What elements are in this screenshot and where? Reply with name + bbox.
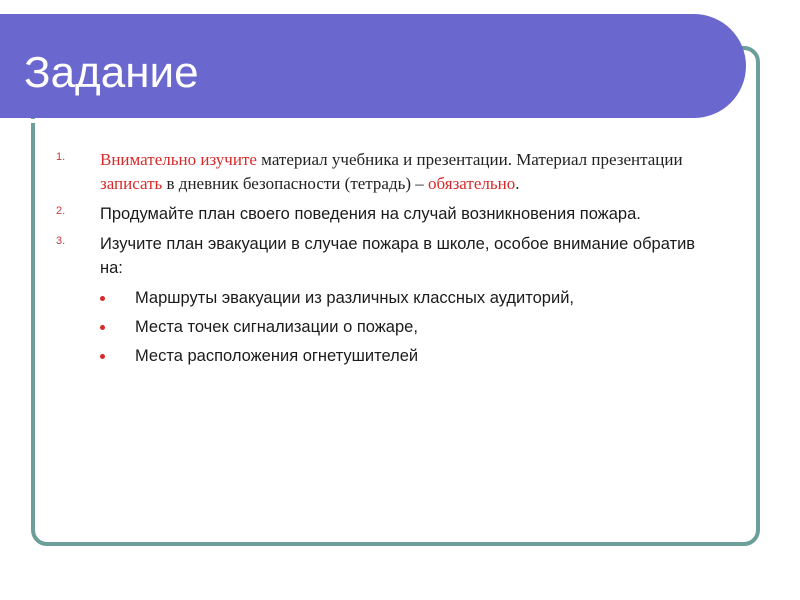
task-item-1 — [56, 148, 716, 196]
task-text-part: в дневник безопасности (тетрадь) – — [162, 174, 429, 193]
task-emphasis: записать — [100, 174, 163, 193]
bullet-text: Маршруты эвакуации из различных классных аудиторий, — [135, 289, 575, 307]
bullet-text: Места расположения огнетушителей — [135, 347, 419, 365]
task-emphasis: обязательно — [428, 174, 516, 193]
task-item-3 — [56, 232, 716, 280]
task-item-2 — [56, 202, 716, 226]
title-underline — [0, 119, 708, 123]
bullet-dot-icon — [100, 354, 105, 359]
task-emphasis: Внимательно изучите — [100, 150, 257, 169]
bullet-item — [96, 344, 716, 368]
bullet-dot-icon — [100, 296, 105, 301]
task-text — [100, 148, 716, 196]
task-list — [56, 148, 716, 373]
bullet-text: Места точек сигнализации о пожаре, — [135, 318, 418, 336]
task-text-part: . — [515, 174, 520, 193]
slide-title: Задание — [24, 48, 199, 97]
bullet-item — [96, 315, 716, 339]
task-text-part: материал учебника и презентации. Материал презентации — [256, 150, 683, 169]
task-number: 1. — [56, 151, 66, 163]
bullet-list — [56, 286, 716, 368]
task-number: 2. — [56, 205, 66, 217]
bullet-item — [96, 286, 716, 310]
task-number: 3. — [56, 235, 66, 247]
title-bar — [0, 14, 746, 118]
task-text: Изучите план эвакуации в случае пожара в школе, особое внимание обратив на: — [100, 235, 696, 277]
bullet-dot-icon — [100, 325, 105, 330]
task-text: Продумайте план своего поведения на случай возникновения пожара. — [100, 205, 641, 223]
